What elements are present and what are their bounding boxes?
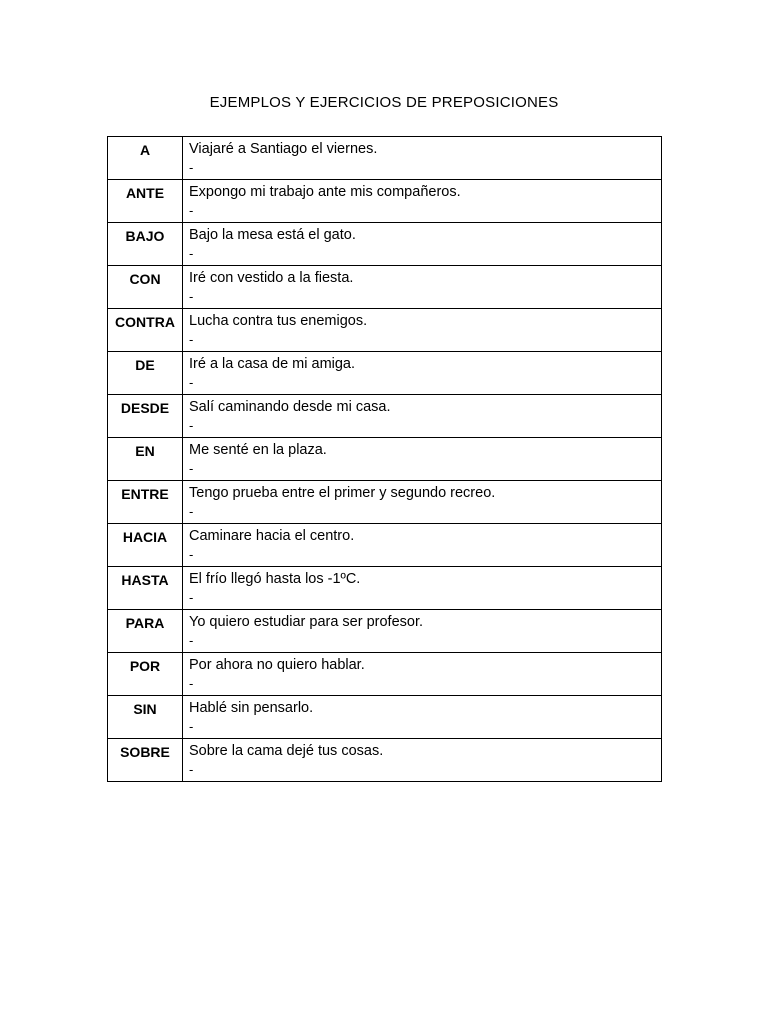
- preposition-cell: ENTRE: [108, 481, 183, 524]
- example-sentence: Por ahora no quiero hablar.: [189, 657, 365, 673]
- example-cell: [183, 309, 662, 352]
- example-cell: [183, 223, 662, 266]
- example-sentence: Bajo la mesa está el gato.: [189, 227, 356, 243]
- example-sentence: El frío llegó hasta los -1ºC.: [189, 571, 361, 587]
- exercise-line: -: [189, 461, 194, 476]
- exercise-line: -: [189, 504, 194, 519]
- example-sentence: Iré a la casa de mi amiga.: [189, 356, 356, 372]
- example-sentence: Hablé sin pensarlo.: [189, 700, 314, 716]
- table-row: [108, 696, 662, 739]
- table-row: [108, 352, 662, 395]
- preposition-cell: DE: [108, 352, 183, 395]
- exercise-line: -: [189, 547, 194, 562]
- example-cell: [183, 137, 662, 180]
- preposition-cell: SIN: [108, 696, 183, 739]
- table-row: [108, 395, 662, 438]
- table-row: [108, 309, 662, 352]
- table-row: [108, 739, 662, 782]
- preposition-cell: ANTE: [108, 180, 183, 223]
- table-row: [108, 223, 662, 266]
- table-row: [108, 137, 662, 180]
- table-row: [108, 481, 662, 524]
- example-cell: [183, 653, 662, 696]
- table-row: [108, 438, 662, 481]
- example-sentence: Iré con vestido a la fiesta.: [189, 270, 354, 286]
- exercise-line: -: [189, 332, 194, 347]
- exercise-line: -: [189, 203, 194, 218]
- prepositions-table: [107, 136, 662, 782]
- preposition-cell: HASTA: [108, 567, 183, 610]
- table-body: [108, 137, 662, 782]
- preposition-cell: SOBRE: [108, 739, 183, 782]
- example-sentence: Viajaré a Santiago el viernes.: [189, 141, 378, 157]
- example-sentence: Yo quiero estudiar para ser profesor.: [189, 614, 424, 630]
- preposition-cell: CONTRA: [108, 309, 183, 352]
- preposition-cell: EN: [108, 438, 183, 481]
- example-cell: [183, 266, 662, 309]
- example-sentence: Salí caminando desde mi casa.: [189, 399, 391, 415]
- example-cell: [183, 438, 662, 481]
- example-sentence: Me senté en la plaza.: [189, 442, 327, 458]
- example-sentence: Expongo mi trabajo ante mis compañeros.: [189, 184, 461, 200]
- page-title: EJEMPLOS Y EJERCICIOS DE PREPOSICIONES: [209, 94, 559, 111]
- exercise-line: -: [189, 590, 194, 605]
- example-cell: [183, 395, 662, 438]
- exercise-line: -: [189, 246, 194, 261]
- preposition-cell: DESDE: [108, 395, 183, 438]
- example-cell: [183, 610, 662, 653]
- example-cell: [183, 524, 662, 567]
- preposition-cell: CON: [108, 266, 183, 309]
- table-row: [108, 610, 662, 653]
- table-row: [108, 567, 662, 610]
- preposition-cell: A: [108, 137, 183, 180]
- preposition-cell: PARA: [108, 610, 183, 653]
- table-row: [108, 524, 662, 567]
- table-row: [108, 266, 662, 309]
- example-cell: [183, 352, 662, 395]
- example-sentence: Caminare hacia el centro.: [189, 528, 355, 544]
- example-sentence: Sobre la cama dejé tus cosas.: [189, 743, 384, 759]
- exercise-line: -: [189, 719, 194, 734]
- example-cell: [183, 567, 662, 610]
- exercise-line: -: [189, 676, 194, 691]
- exercise-line: -: [189, 762, 194, 777]
- table-row: [108, 180, 662, 223]
- example-cell: [183, 739, 662, 782]
- table-row: [108, 653, 662, 696]
- example-cell: [183, 180, 662, 223]
- exercise-line: -: [189, 633, 194, 648]
- preposition-cell: POR: [108, 653, 183, 696]
- preposition-cell: BAJO: [108, 223, 183, 266]
- example-cell: [183, 696, 662, 739]
- example-sentence: Lucha contra tus enemigos.: [189, 313, 368, 329]
- example-sentence: Tengo prueba entre el primer y segundo recreo.: [189, 485, 496, 501]
- preposition-cell: HACIA: [108, 524, 183, 567]
- example-cell: [183, 481, 662, 524]
- exercise-line: -: [189, 289, 194, 304]
- exercise-line: -: [189, 418, 194, 433]
- exercise-line: -: [189, 160, 194, 175]
- exercise-line: -: [189, 375, 194, 390]
